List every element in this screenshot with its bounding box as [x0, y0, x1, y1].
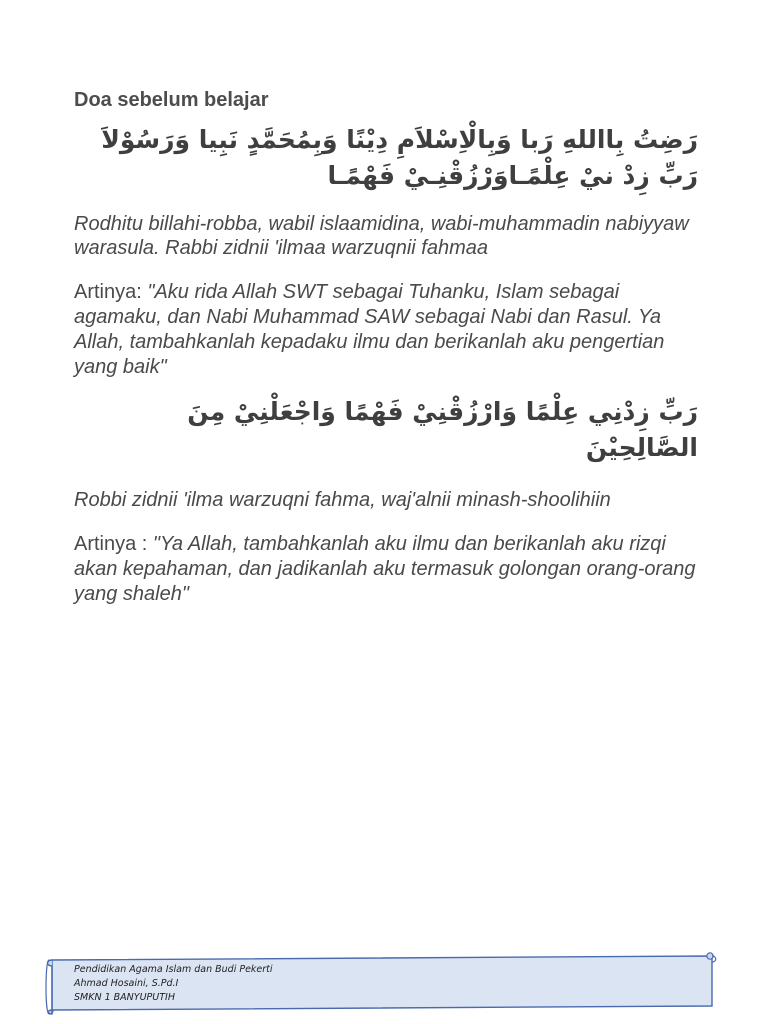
- prayer2-meaning: [74, 532, 698, 607]
- prayer2-arabic: رَبِّ زِدْنِي عِلْمًا وَارْزُقْنِيْ فَهْمًا وَاجْعَلْنِيْ مِنَ الصَّالِحِيْنَ: [187, 397, 698, 462]
- prayer1-meaning-text: "Aku rida Allah SWT sebagai Tuhanku, Islam sebagai agamaku, dan Nabi Muhammad SAW sebagai Nabi dan Rasul. Ya Allah, tambahkanlah kepadaku ilmu dan berikanlah aku pengertian yang baik": [74, 281, 665, 378]
- footer-subject: Pendidikan Agama Islam dan Budi Pekerti: [74, 964, 273, 975]
- footer-text: [74, 963, 273, 1005]
- page-title: Doa sebelum belajar: [74, 89, 269, 111]
- prayer2-meaning-text: "Ya Allah, tambahkanlah aku ilmu dan berikanlah aku rizqi akan kepahaman, dan jadikanlah aku termasuk golongan orang-orang yang shaleh": [74, 533, 696, 605]
- footer-school: SMKN 1 BANYUPUTIH: [74, 992, 175, 1003]
- footer-scroll-banner: [44, 952, 720, 1018]
- prayer2-meaning-prefix: Artinya :: [74, 533, 153, 555]
- prayer1-latin: Rodhitu billahi-robba, wabil islaamidina, wabi-muhammadin nabiyyaw warasula. Rabbi zidnii 'ilmaa warzuqnii fahmaa: [74, 213, 689, 259]
- prayer1-arabic: رَضِتُ بِااللهِ رَبا وَبِالْاِسْلاَمِ دِيْنًا وَبِمُحَمَّدٍ نَبِيا وَرَسُوْلاَ رَبِّ زِدْ نيْ عِلْمًـاوَرْزُقْنِـيْ فَهْمًـا: [101, 125, 698, 190]
- footer-author: Ahmad Hosaini, S.Pd.I: [74, 978, 179, 989]
- document-body: [74, 86, 698, 607]
- prayer1-meaning-prefix: Artinya:: [74, 281, 148, 303]
- prayer1-meaning: [74, 280, 698, 380]
- prayer2-latin: Robbi zidnii 'ilma warzuqni fahma, waj'alnii minash-shoolihiin: [74, 489, 611, 511]
